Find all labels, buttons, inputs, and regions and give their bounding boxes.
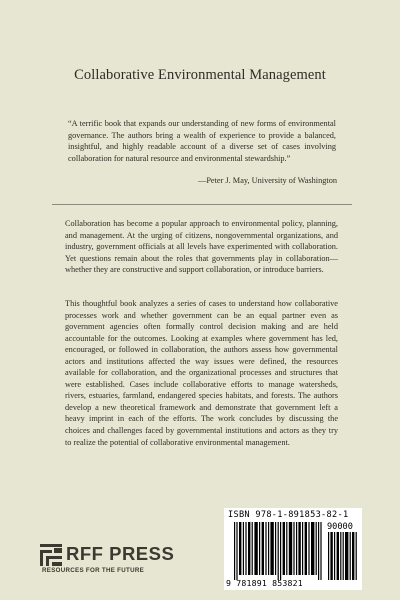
rff-logo-mark-icon [40,544,62,566]
divider-rule [52,204,352,205]
book-title: Collaborative Environmental Management [74,67,326,83]
endorsement-quote: “A terrific book that expands our understanding of new forms of environmental governance. The authors bring a wealth of experience to provide a balanced, insightful, and highly readable account of a diverse set of cases involving collaboration for natural resource and environmental stewardship.” [68,119,336,163]
description-paragraph-2: This thoughtful book analyzes a series of cases to understand how collaborative processes work and whether government can be an equal partner even as government agencies often formally control decision making and are held accountable for the outcomes. Looking at examples where government has led, encouraged, or followed in collaboration, the authors assess how governmental actors and institutions affected the way issues were defined, the resources available for collaboration, and the organizational processes and structures that were established. Cases include collaborative efforts to manage watersheds, rivers, estuaries, farmland, endangered species habitats, and forests. The authors develop a new theoretical framework and demonstrate that government left a heavy imprint in each of the efforts. The work concludes by discussing the choices and challenges faced by governmental institutions and actors as they try to realize the potential of collaborative environmental management. [65,299,338,447]
publisher-name: RFF PRESS [66,543,175,564]
isbn-label: ISBN 978-1-891853-82-1 [228,510,349,520]
description-paragraph-1: Collaboration has become a popular approach to environmental policy, planning, and management. At the urging of citizens, nongovernmental organizations, and industry, government officials at all levels have experimented with collaboration. Yet questions remain about the roles that governments play in collaboration—whether they are constructive and support collaboration, or introduce barriers. [65,219,338,275]
publisher-logo [40,540,190,580]
publisher-tagline: RESOURCES FOR THE FUTURE [42,567,145,574]
barcode-digits: 9 781891 853821 [226,578,303,588]
barcode-price-code: 90000 [327,522,353,532]
endorsement-attribution: —Peter J. May, University of Washington [198,176,337,185]
isbn-barcode [224,508,362,590]
